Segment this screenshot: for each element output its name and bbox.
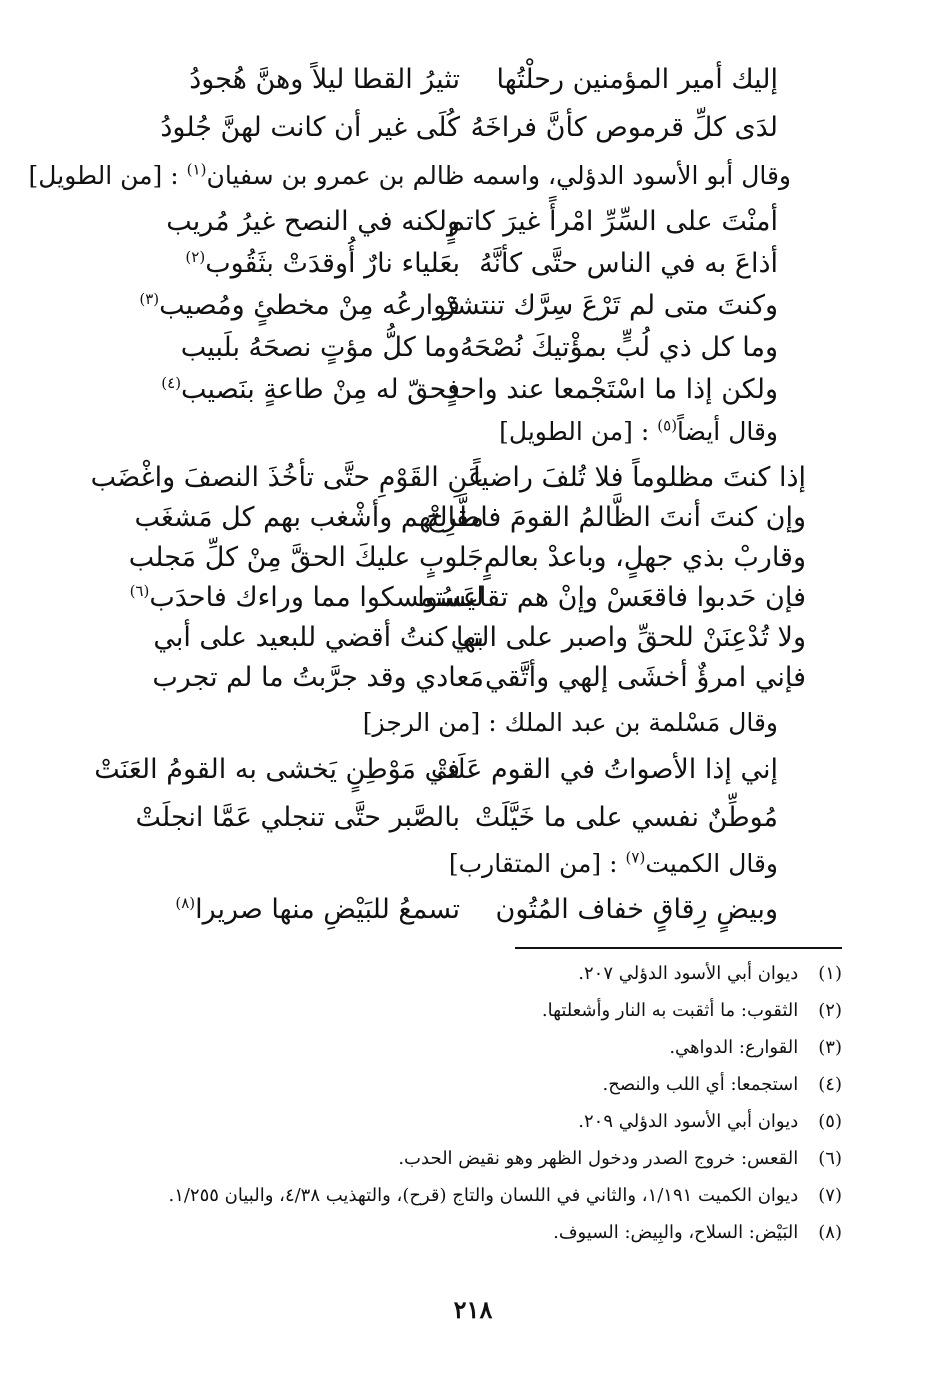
footnote-ref: (٢) [185, 248, 206, 266]
verse-second-hemistich [84, 498, 484, 538]
verse-second-hemistich [130, 286, 460, 326]
footnote-text: البَيْض: السلاح، والبِيض: السيوف. [553, 1222, 799, 1243]
hemistich-text: في مَوْطِنٍ يَخشى به القومُ العَنَتْ [94, 754, 460, 785]
verse-first-hemistich: وما كل ذي لُبٍّ بمؤْتيكَ نُصْحَهُ [459, 332, 778, 363]
footnote-number: (٦) [818, 1148, 842, 1169]
verse-first-hemistich: إذا كنتَ مظلوماً فلا تُلفَ راضياً [473, 462, 806, 493]
meter-label: : [من الطويل] [499, 417, 650, 446]
hemistich-text: ولكنه في النصح غيرُ مُريب [166, 206, 460, 237]
verse-second-hemistich [94, 750, 460, 790]
footnote-number: (٧) [818, 1185, 842, 1206]
footnote-text: الثقوب: ما أثقبت به النار وأشعلتها. [541, 1000, 799, 1021]
verse-first-hemistich: لدَى كلِّ قرموص كأنَّ فراخَهُ [470, 112, 778, 143]
hemistich-text: ليستمسكوا مما وراءك فاحدَب [149, 582, 484, 613]
poem-intro [499, 412, 778, 452]
footnote-text: استجمعا: أي اللب والنصح. [602, 1074, 799, 1095]
verse-first-hemistich: إليك أمير المؤمنين رحلْتُها [496, 64, 778, 95]
verse-second-hemistich [130, 244, 460, 284]
poem-intro [449, 844, 778, 884]
verse-first-hemistich: وقاربْ بذي جهلٍ، وباعدْ بعالمٍ [483, 542, 806, 573]
meter-label: : [من الرجز] [362, 708, 497, 737]
verse-first-hemistich: مُوطِّنٌ نفسي على ما خَيَّلَتْ [474, 802, 778, 833]
footnote-number: (٨) [818, 1222, 842, 1243]
verse-second-hemistich: تثيرُ القطا ليلاً وهنَّ هُجودُ [189, 64, 460, 95]
footnote-ref: (٥) [657, 416, 678, 435]
verse-second-hemistich [84, 658, 484, 698]
verse-first-hemistich: أمنْتَ على السِّرِّ امْرأً غيرَ كاتمٍ [448, 206, 778, 237]
verse-second-hemistich: كُلَى غير أن كانت لهنَّ جُلودُ [160, 112, 460, 143]
footnote-text: ديوان الكميت ١/١٩١، والثاني في اللسان والتاج (قرح)، والتهذيب ٤/٣٨، والبيان ١/٢٥٥. [168, 1185, 799, 1206]
intro-text: وقال مَسْلمة بن عبد الملك [504, 708, 778, 737]
footnote [603, 1069, 842, 1101]
footnote [168, 1180, 842, 1212]
hemistich-text: بها كنتُ أقضي للبعيد على أبي [153, 622, 484, 653]
intro-text: وقال أبو الأسود الدؤلي، واسمه ظالم بن عمرو بن سفيان [206, 161, 791, 190]
verse-second-hemistich [84, 538, 484, 578]
hemistich-text: مقالتهم وأشْغب بهم كل مَشغَب [134, 502, 484, 533]
footnote [542, 995, 842, 1027]
footnote [553, 1217, 842, 1249]
hemistich-text: فحقّ له مِنْ طاعةٍ بنَصيب [181, 374, 460, 405]
verse-first-hemistich: فإن حَدبوا فاقعَسْ وإنْ هم تقاعَسُوا [417, 582, 806, 613]
poem-intro [29, 156, 791, 196]
intro-text: وقال أيضاً [677, 417, 778, 446]
footnote-number: (٣) [818, 1037, 842, 1058]
hemistich-text: عَنِ القَوْمِ حتَّى تأخُذَ النصفَ واغْضَب [90, 462, 484, 493]
footnote [669, 1032, 842, 1064]
verse-second-hemistich [130, 328, 460, 368]
poem-intro [363, 703, 778, 743]
intro-text: وقال الكميت [645, 849, 778, 878]
footnote [578, 1106, 842, 1138]
hemistich-text: تسمعُ للبَيْضِ منها صريرا [195, 894, 460, 925]
footnote [398, 1143, 842, 1175]
footnote-number: (٢) [818, 1000, 842, 1021]
hemistich-text: بالصَّبر حتَّى تنجلي عَمَّا انجلَتْ [135, 802, 460, 833]
footnote-ref: (٨) [175, 894, 196, 912]
footnote-separator [515, 947, 842, 949]
verse-second-hemistich [84, 578, 484, 618]
footnote-number: (١) [818, 963, 842, 984]
verse-first-hemistich: إني إذا الأصواتُ في القوم عَلَتْ [430, 754, 778, 785]
footnote-ref: (٧) [625, 848, 646, 867]
footnote [578, 958, 842, 990]
footnote-number: (٥) [818, 1111, 842, 1132]
hemistich-text: قوارعُه مِنْ مخطئٍ ومُصيب [159, 290, 460, 321]
footnote-ref: (١) [186, 160, 207, 179]
meter-label: : [من المتقارب] [448, 849, 618, 878]
verse-first-hemistich: ولكن إذا ما اسْتَجْمعا عند واحدٍ [446, 374, 778, 405]
footnote-text: القعس: خروج الصدر ودخول الظهر وهو نقيض الحدب. [398, 1148, 799, 1169]
verse-first-hemistich: فإني امرؤٌ أخشَى إلهي وأتَّقي [484, 662, 806, 693]
meter-label: : [من الطويل] [28, 161, 179, 190]
verse-second-hemistich [130, 798, 460, 838]
verse-second-hemistich [130, 370, 460, 410]
verse-first-hemistich: أذاعَ به في الناس حتَّى كأنَّهُ [479, 248, 778, 279]
verse-first-hemistich: وكنتَ متى لم تَرْعَ سِرَّك تنتشرْ [442, 290, 778, 321]
verse-first-hemistich: وإن كنتَ أنتَ الظَّالمُ القومَ فاطَّرِحْ [426, 502, 806, 533]
footnote-number: (٤) [818, 1074, 842, 1095]
verse-second-hemistich [130, 890, 460, 930]
verse-first-hemistich: ولا تُدْعِنَنْ للحقِّ واصبر على التي [450, 622, 806, 653]
footnote-text: ديوان أبي الأسود الدؤلي ٢٠٩. [578, 1111, 799, 1132]
page-number: ٢١٨ [453, 1295, 493, 1324]
hemistich-text: بعَلياء نارٌ أُوقدَتْ بثَقُوب [205, 248, 460, 279]
footnote-ref: (٤) [161, 374, 182, 392]
hemistich-text: جَلوبٍ عليكَ الحقَّ مِنْ كلِّ مَجلب [128, 542, 484, 573]
verse-first-hemistich: وبيضٍ رِقاقٍ خفاف المُتُون [495, 894, 778, 925]
verse-second-hemistich [130, 202, 460, 242]
hemistich-text: مَعادي وقد جرَّبتُ ما لم تجرب [152, 662, 484, 693]
verse-second-hemistich [84, 458, 484, 498]
verse-second-hemistich [84, 618, 484, 658]
footnote-ref: (٣) [139, 290, 160, 308]
hemistich-text: وما كلُّ مؤتٍ نصحَهُ بلَبيب [180, 332, 460, 363]
footnote-text: ديوان أبي الأسود الدؤلي ٢٠٧. [578, 963, 799, 984]
footnote-text: القوارع: الدواهي. [669, 1037, 799, 1058]
footnote-ref: (٦) [129, 582, 150, 600]
